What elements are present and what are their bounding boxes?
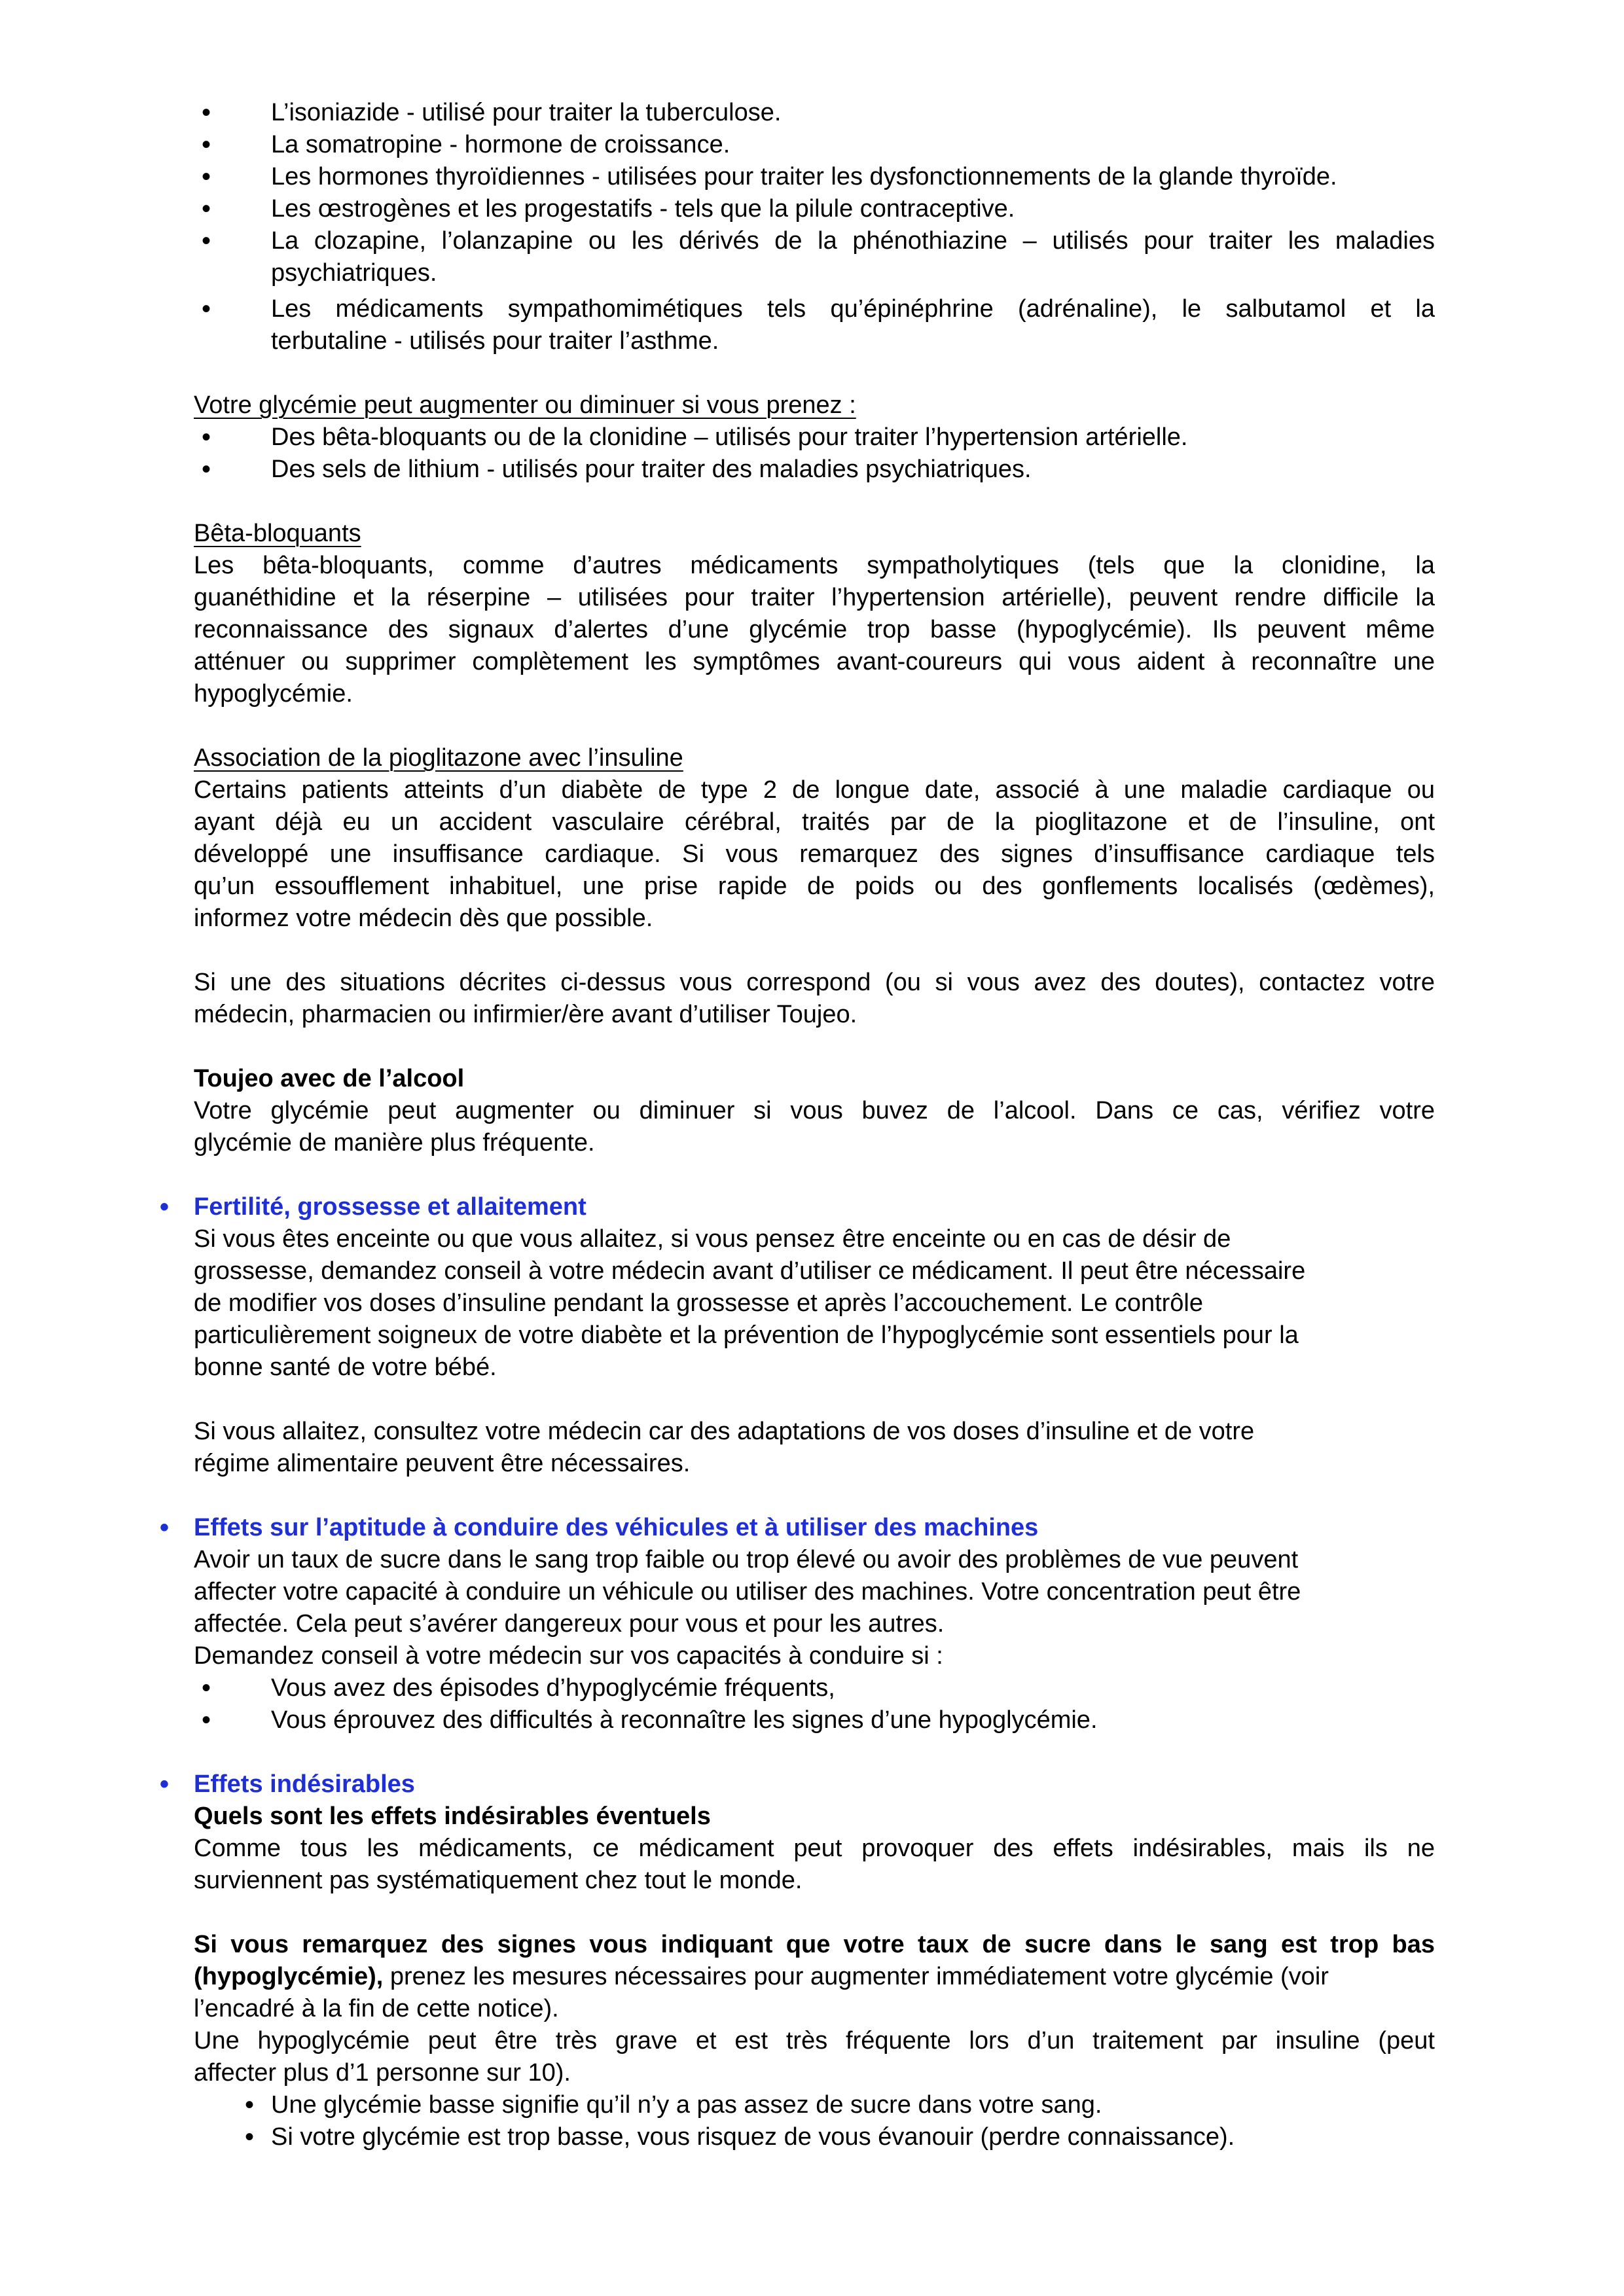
paragraph-line: reconnaissance des signaux d’alertes d’une glycémie trop basse (hypoglycémie). Ils peuvent même bbox=[194, 616, 1435, 643]
bullet-icon: • bbox=[201, 423, 211, 452]
bold-term: (hypoglycémie), bbox=[194, 1963, 384, 1990]
section-heading: Association de la pioglitazone avec l’insuline bbox=[194, 744, 683, 772]
bullet-icon: • bbox=[201, 226, 211, 255]
list-item: L’isoniazide - utilisé pour traiter la tuberculose. bbox=[271, 99, 782, 126]
list-item: Les médicaments sympathomimétiques tels qu’épinéphrine (adrénaline), le salbutamol et la bbox=[271, 295, 1435, 323]
paragraph-line: affectée. Cela peut s’avérer dangereux pour vous et pour les autres. bbox=[194, 1610, 945, 1638]
paragraph-line: hypoglycémie. bbox=[194, 680, 353, 708]
section-heading-blue: Effets sur l’aptitude à conduire des véhicules et à utiliser des machines bbox=[194, 1514, 1039, 1541]
list-item: Si votre glycémie est trop basse, vous risquez de vous évanouir (perdre connaissance). bbox=[271, 2123, 1235, 2151]
list-item: Les œstrogènes et les progestatifs - tels que la pilule contraceptive. bbox=[271, 195, 1015, 223]
list-item: Des bêta-bloquants ou de la clonidine – utilisés pour traiter l’hypertension artérielle. bbox=[271, 423, 1188, 451]
paragraph-line: affecter votre capacité à conduire un véhicule ou utiliser des machines. Votre concentration peut être bbox=[194, 1578, 1301, 1605]
paragraph-line: glycémie de manière plus fréquente. bbox=[194, 1129, 595, 1157]
bullet-icon: • bbox=[159, 1193, 169, 1221]
bullet-icon: • bbox=[201, 130, 211, 159]
paragraph-line: Avoir un taux de sucre dans le sang trop faible ou trop élevé ou avoir des problèmes de vue peuvent bbox=[194, 1546, 1299, 1573]
paragraph-line: surviennent pas systématiquement chez tout le monde. bbox=[194, 1867, 803, 1894]
section-heading-blue: Fertilité, grossesse et allaitement bbox=[194, 1193, 586, 1221]
bullet-icon: • bbox=[201, 162, 211, 191]
paragraph-line: de modifier vos doses d’insuline pendant la grossesse et après l’accouchement. Le contrôle bbox=[194, 1289, 1204, 1317]
paragraph-line: Comme tous les médicaments, ce médicament peut provoquer des effets indésirables, mais ils ne bbox=[194, 1835, 1435, 1862]
section-heading-blue: Effets indésirables bbox=[194, 1770, 415, 1798]
paragraph-line: Les bêta-bloquants, comme d’autres médicaments sympatholytiques (tels que la clonidine, la bbox=[194, 552, 1435, 579]
paragraph-line: ayant déjà eu un accident vasculaire cérébral, traités par de la pioglitazone et de l’insuline, ont bbox=[194, 808, 1435, 836]
list-item: La somatropine - hormone de croissance. bbox=[271, 131, 731, 158]
list-item: La clozapine, l’olanzapine ou les dérivés de la phénothiazine – utilisés pour traiter les maladies bbox=[271, 227, 1435, 255]
paragraph-line: Demandez conseil à votre médecin sur vos capacités à conduire si : bbox=[194, 1642, 943, 1670]
paragraph-line: médecin, pharmacien ou infirmier/ère avant d’utiliser Toujeo. bbox=[194, 1001, 857, 1028]
bullet-icon: • bbox=[201, 1706, 211, 1734]
section-heading: Votre glycémie peut augmenter ou diminuer si vous prenez : bbox=[194, 391, 856, 419]
paragraph-line: Si vous allaitez, consultez votre médecin car des adaptations de vos doses d’insuline et de votre bbox=[194, 1418, 1255, 1445]
paragraph-line: bonne santé de votre bébé. bbox=[194, 1354, 497, 1381]
paragraph-line: Votre glycémie peut augmenter ou diminuer si vous buvez de l’alcool. Dans ce cas, vérifiez votre bbox=[194, 1097, 1435, 1124]
bullet-icon: • bbox=[201, 194, 211, 223]
bullet-icon: • bbox=[201, 98, 211, 127]
list-item-continuation: terbutaline - utilisés pour traiter l’asthme. bbox=[271, 327, 719, 355]
bullet-icon: • bbox=[244, 2123, 254, 2151]
paragraph-line-bold: Si vous remarquez des signes vous indiquant que votre taux de sucre dans le sang est trop bas bbox=[194, 1931, 1435, 1958]
bullet-icon: • bbox=[159, 1513, 169, 1542]
paragraph-line: informez votre médecin dès que possible. bbox=[194, 905, 653, 932]
section-heading: Toujeo avec de l’alcool bbox=[194, 1065, 465, 1092]
paragraph-line: Certains patients atteints d’un diabète de type 2 de longue date, associé à une maladie cardiaque ou bbox=[194, 776, 1435, 804]
paragraph-line: grossesse, demandez conseil à votre médecin avant d’utiliser ce médicament. Il peut être nécessaire bbox=[194, 1257, 1306, 1285]
paragraph-line: qu’un essoufflement inhabituel, une prise rapide de poids ou des gonflements localisés (œdèmes), bbox=[194, 872, 1435, 900]
bullet-icon: • bbox=[244, 2090, 254, 2119]
list-item: Vous éprouvez des difficultés à reconnaître les signes d’une hypoglycémie. bbox=[271, 1706, 1098, 1734]
paragraph-line: développé une insuffisance cardiaque. Si vous remarquez des signes d’insuffisance cardiaque tels bbox=[194, 840, 1435, 868]
paragraph-line: Si une des situations décrites ci-dessus vous correspond (ou si vous avez des doutes), contactez votre bbox=[194, 969, 1435, 996]
text-run: prenez les mesures nécessaires pour augmenter immédiatement votre glycémie (voir bbox=[383, 1963, 1329, 1990]
list-item: Une glycémie basse signifie qu’il n’y a pas assez de sucre dans votre sang. bbox=[271, 2091, 1102, 2119]
bullet-icon: • bbox=[201, 455, 211, 484]
bullet-icon: • bbox=[201, 1674, 211, 1702]
paragraph-line: guanéthidine et la réserpine – utilisées pour traiter l’hypertension artérielle), peuvent rendre difficile la bbox=[194, 584, 1435, 611]
section-heading: Bêta-bloquants bbox=[194, 520, 361, 547]
list-item: Les hormones thyroïdiennes - utilisées pour traiter les dysfonctionnements de la glande thyroïde. bbox=[271, 163, 1337, 190]
paragraph-line: l’encadré à la fin de cette notice). bbox=[194, 1995, 559, 2022]
list-item: Vous avez des épisodes d’hypoglycémie fréquents, bbox=[271, 1674, 835, 1702]
bullet-icon: • bbox=[201, 295, 211, 323]
list-item: Des sels de lithium - utilisés pour traiter des maladies psychiatriques. bbox=[271, 456, 1032, 483]
paragraph-line: affecter plus d’1 personne sur 10). bbox=[194, 2059, 571, 2087]
paragraph-line: régime alimentaire peuvent être nécessaires. bbox=[194, 1450, 691, 1477]
paragraph-line: Si vous êtes enceinte ou que vous allaitez, si vous pensez être enceinte ou en cas de désir de bbox=[194, 1225, 1231, 1253]
subheading: Quels sont les effets indésirables éventuels bbox=[194, 1803, 711, 1830]
paragraph-line: particulièrement soigneux de votre diabète et la prévention de l’hypoglycémie sont essentiels pour la bbox=[194, 1321, 1299, 1349]
list-item-continuation: psychiatriques. bbox=[271, 259, 437, 287]
paragraph-line: atténuer ou supprimer complètement les symptômes avant-coureurs qui vous aident à reconnaître une bbox=[194, 648, 1435, 675]
paragraph-line bbox=[194, 1961, 1329, 1993]
paragraph-line: Une hypoglycémie peut être très grave et est très fréquente lors d’un traitement par insuline (peut bbox=[194, 2027, 1435, 2054]
bullet-icon: • bbox=[159, 1770, 169, 1799]
